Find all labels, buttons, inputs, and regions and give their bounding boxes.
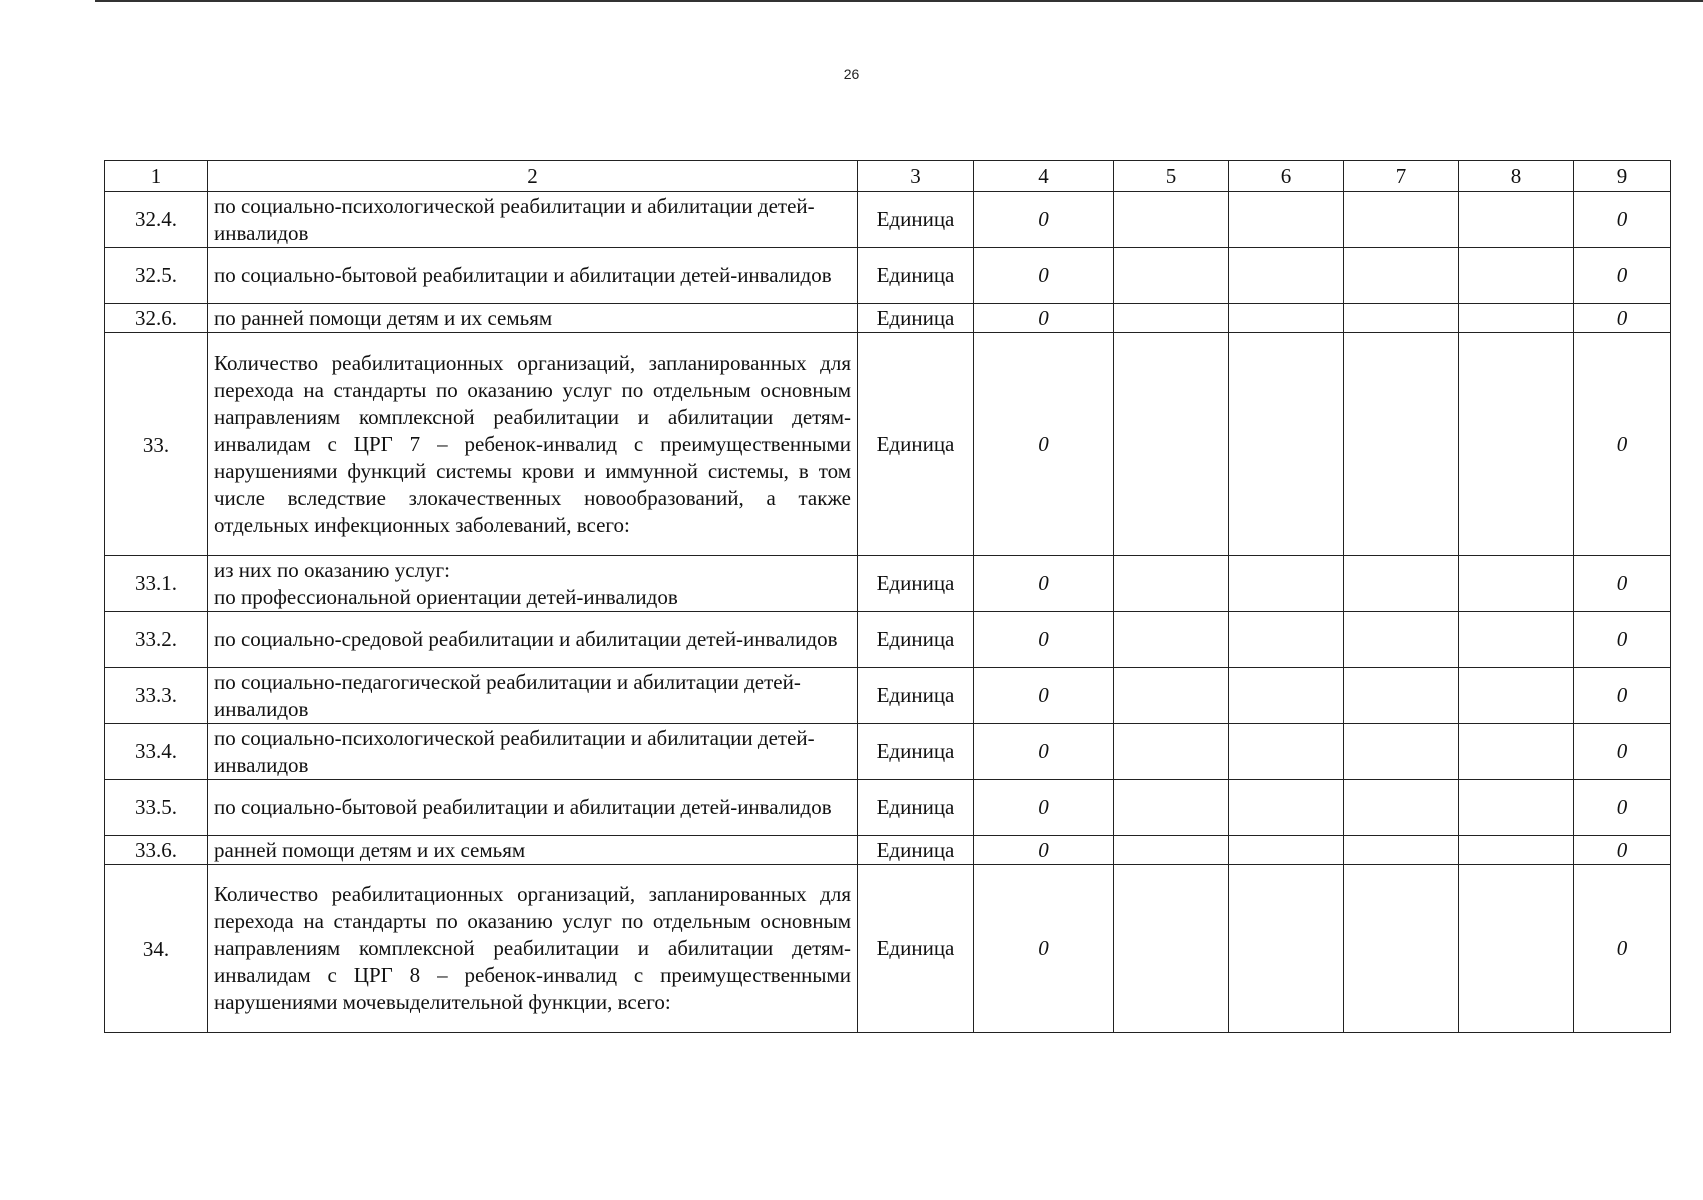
row-unit: Единица (858, 192, 974, 248)
row-empty-col6 (1229, 556, 1344, 612)
row-description (208, 865, 858, 1033)
row-description (208, 780, 858, 836)
row-unit: Единица (858, 612, 974, 668)
row-number: 32.5. (105, 248, 208, 304)
table-row (105, 865, 1671, 1033)
row-empty-col7 (1344, 612, 1459, 668)
row-empty-col6 (1229, 724, 1344, 780)
row-value-col9: 0 (1574, 304, 1671, 333)
row-empty-col7 (1344, 248, 1459, 304)
header-cell-6: 6 (1229, 161, 1344, 192)
row-value-col4: 0 (974, 865, 1114, 1033)
row-description (208, 612, 858, 668)
row-number: 33.4. (105, 724, 208, 780)
table-row (105, 612, 1671, 668)
row-empty-col8 (1459, 304, 1574, 333)
row-description-line: Количество реабилитационных организаций, запланированных для перехода на стандарты по оказанию услуг по отдельным основным направлениям комплексной реабилитации и абилитации детям-инвалидам с ЦРГ 8 – ребенок-инвалид с преимущественными нарушениями мочевыделительной функции, всего: (214, 882, 851, 1014)
row-value-col9: 0 (1574, 556, 1671, 612)
row-unit: Единица (858, 836, 974, 865)
row-empty-col6 (1229, 192, 1344, 248)
row-description (208, 333, 858, 556)
row-description-line: по социально-психологической реабилитации и абилитации детей-инвалидов (214, 725, 815, 777)
row-empty-col8 (1459, 333, 1574, 556)
row-value-col4: 0 (974, 724, 1114, 780)
row-description-line: по профессиональной ориентации детей-инвалидов (214, 584, 678, 609)
row-empty-col7 (1344, 780, 1459, 836)
row-value-col4: 0 (974, 612, 1114, 668)
row-unit: Единица (858, 333, 974, 556)
header-cell-1: 1 (105, 161, 208, 192)
table-row (105, 780, 1671, 836)
row-empty-col7 (1344, 836, 1459, 865)
row-description (208, 556, 858, 612)
row-empty-col5 (1114, 304, 1229, 333)
table-row (105, 192, 1671, 248)
table-row (105, 668, 1671, 724)
row-number: 33.3. (105, 668, 208, 724)
row-empty-col5 (1114, 192, 1229, 248)
row-unit: Единица (858, 780, 974, 836)
row-description-line: по социально-педагогической реабилитации и абилитации детей-инвалидов (214, 669, 801, 721)
header-cell-3: 3 (858, 161, 974, 192)
row-empty-col6 (1229, 836, 1344, 865)
row-empty-col6 (1229, 304, 1344, 333)
row-value-col4: 0 (974, 192, 1114, 248)
row-description (208, 724, 858, 780)
row-empty-col6 (1229, 333, 1344, 556)
row-value-col9: 0 (1574, 248, 1671, 304)
row-empty-col5 (1114, 248, 1229, 304)
table-body (105, 161, 1671, 1033)
row-empty-col5 (1114, 556, 1229, 612)
row-value-col9: 0 (1574, 836, 1671, 865)
row-empty-col6 (1229, 668, 1344, 724)
row-empty-col5 (1114, 724, 1229, 780)
row-value-col9: 0 (1574, 192, 1671, 248)
row-description (208, 668, 858, 724)
row-value-col4: 0 (974, 304, 1114, 333)
row-unit: Единица (858, 668, 974, 724)
row-number: 32.4. (105, 192, 208, 248)
row-value-col9: 0 (1574, 668, 1671, 724)
row-empty-col8 (1459, 668, 1574, 724)
row-value-col9: 0 (1574, 724, 1671, 780)
row-empty-col8 (1459, 612, 1574, 668)
row-unit: Единица (858, 556, 974, 612)
row-description-line: Количество реабилитационных организаций, запланированных для перехода на стандарты по оказанию услуг по отдельным основным направлениям комплексной реабилитации и абилитации детям-инвалидам с ЦРГ 7 – ребенок-инвалид с преимущественными нарушениями функций системы крови и иммунной системы, в том числе вследствие злокачественных новообразований, а также отдельных инфекционных заболеваний, всего: (214, 350, 851, 537)
row-empty-col8 (1459, 192, 1574, 248)
header-row (105, 161, 1671, 192)
row-value-col4: 0 (974, 556, 1114, 612)
row-empty-col5 (1114, 780, 1229, 836)
row-value-col9: 0 (1574, 865, 1671, 1033)
page-number: 26 (843, 66, 860, 82)
row-value-col4: 0 (974, 780, 1114, 836)
row-empty-col6 (1229, 248, 1344, 304)
row-description-line: из них по оказанию услуг: (214, 557, 450, 582)
row-unit: Единица (858, 865, 974, 1033)
row-description-line: ранней помощи детям и их семьям (214, 837, 526, 862)
row-empty-col7 (1344, 724, 1459, 780)
row-description-line: по социально-бытовой реабилитации и абилитации детей-инвалидов (214, 795, 832, 819)
row-value-col9: 0 (1574, 780, 1671, 836)
row-description (208, 248, 858, 304)
table-row (105, 248, 1671, 304)
row-empty-col6 (1229, 780, 1344, 836)
row-number: 33.1. (105, 556, 208, 612)
table-row (105, 724, 1671, 780)
data-table (104, 160, 1671, 1033)
row-empty-col5 (1114, 668, 1229, 724)
header-cell-8: 8 (1459, 161, 1574, 192)
row-description-line: по социально-психологической реабилитации и абилитации детей-инвалидов (214, 193, 815, 245)
row-value-col4: 0 (974, 668, 1114, 724)
header-cell-5: 5 (1114, 161, 1229, 192)
header-cell-4: 4 (974, 161, 1114, 192)
row-empty-col8 (1459, 780, 1574, 836)
header-cell-2: 2 (208, 161, 858, 192)
row-empty-col5 (1114, 836, 1229, 865)
row-unit: Единица (858, 304, 974, 333)
row-empty-col8 (1459, 865, 1574, 1033)
row-empty-col5 (1114, 333, 1229, 556)
row-value-col4: 0 (974, 248, 1114, 304)
row-description-line: по ранней помощи детям и их семьям (214, 305, 553, 330)
row-empty-col8 (1459, 724, 1574, 780)
row-unit: Единица (858, 724, 974, 780)
row-empty-col5 (1114, 865, 1229, 1033)
row-empty-col7 (1344, 333, 1459, 556)
row-empty-col6 (1229, 612, 1344, 668)
table-row (105, 836, 1671, 865)
table-row (105, 304, 1671, 333)
row-number: 33.5. (105, 780, 208, 836)
row-empty-col5 (1114, 612, 1229, 668)
table-row (105, 333, 1671, 556)
row-empty-col7 (1344, 865, 1459, 1033)
row-description (208, 192, 858, 248)
row-value-col9: 0 (1574, 612, 1671, 668)
row-number: 34. (105, 865, 208, 1033)
row-empty-col7 (1344, 304, 1459, 333)
scan-top-line (95, 0, 1703, 2)
header-cell-7: 7 (1344, 161, 1459, 192)
row-number: 33.2. (105, 612, 208, 668)
row-number: 33.6. (105, 836, 208, 865)
table-row (105, 556, 1671, 612)
row-value-col4: 0 (974, 836, 1114, 865)
row-number: 32.6. (105, 304, 208, 333)
row-empty-col8 (1459, 248, 1574, 304)
row-description (208, 836, 858, 865)
row-unit: Единица (858, 248, 974, 304)
row-empty-col8 (1459, 836, 1574, 865)
row-empty-col6 (1229, 865, 1344, 1033)
row-empty-col7 (1344, 668, 1459, 724)
row-description-line: по социально-бытовой реабилитации и абилитации детей-инвалидов (214, 263, 832, 287)
header-cell-9: 9 (1574, 161, 1671, 192)
row-number: 33. (105, 333, 208, 556)
row-empty-col7 (1344, 192, 1459, 248)
row-description-line: по социально-средовой реабилитации и абилитации детей-инвалидов (214, 627, 838, 651)
row-value-col4: 0 (974, 333, 1114, 556)
row-empty-col8 (1459, 556, 1574, 612)
row-empty-col7 (1344, 556, 1459, 612)
row-description (208, 304, 858, 333)
row-value-col9: 0 (1574, 333, 1671, 556)
